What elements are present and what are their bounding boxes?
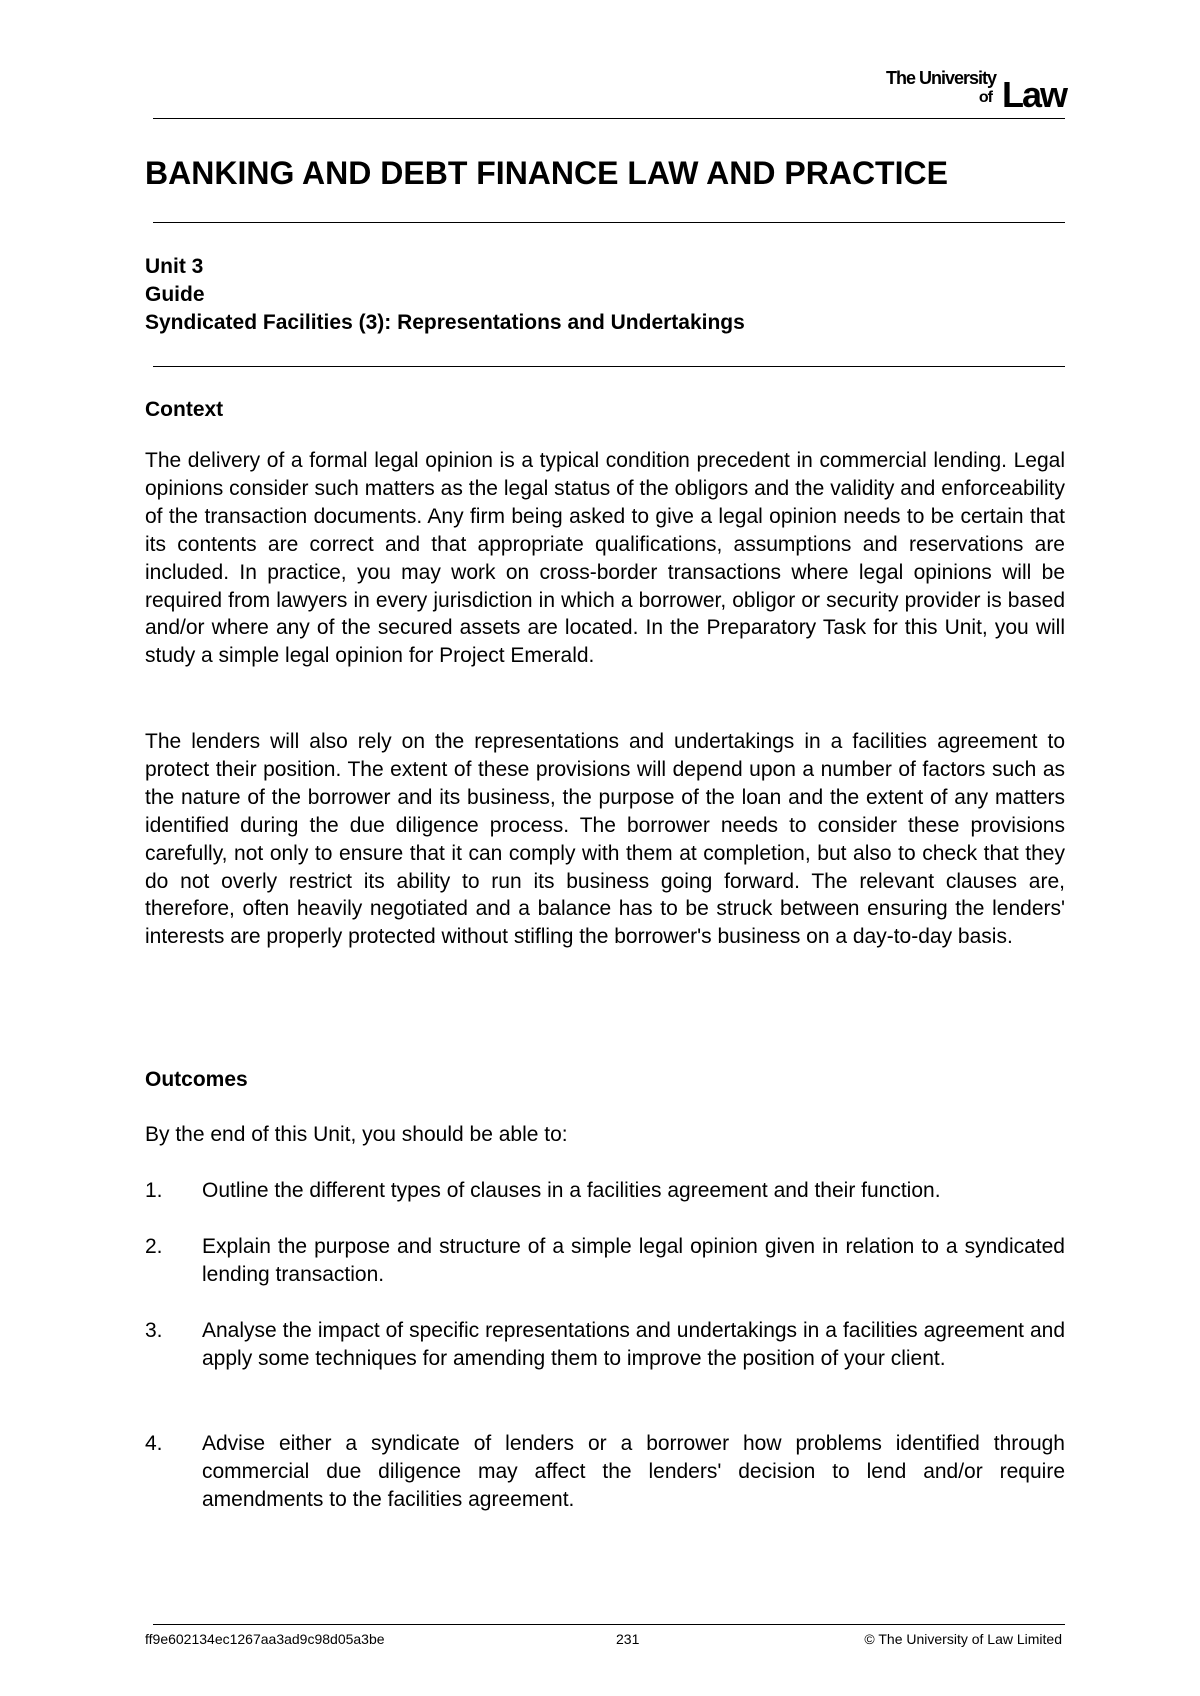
footer-divider	[153, 1624, 1065, 1625]
page-title: BANKING AND DEBT FINANCE LAW AND PRACTICE	[145, 155, 948, 191]
outcome-text: Explain the purpose and structure of a simple legal opinion given in relation to a syndicated lending transaction.	[202, 1235, 1065, 1286]
outcome-item	[145, 1177, 1065, 1205]
unit-divider	[153, 366, 1065, 367]
logo-line-2: of	[978, 89, 992, 106]
outcome-item	[145, 1233, 1065, 1289]
footer-page-number: 231	[616, 1631, 640, 1647]
context-heading: Context	[145, 398, 224, 421]
outcome-text: Outline the different types of clauses in a facilities agreement and their function.	[202, 1179, 941, 1202]
unit-subject: Syndicated Facilities (3): Representations and Undertakings	[145, 311, 745, 334]
outcome-number: 2.	[145, 1235, 163, 1258]
outcome-number: 3.	[145, 1319, 163, 1342]
logo-line-1: The University	[885, 68, 996, 88]
university-logo	[856, 68, 1066, 115]
outcome-item	[145, 1317, 1065, 1373]
outcome-number: 1.	[145, 1179, 163, 1202]
context-paragraph-1: The delivery of a formal legal opinion is a typical condition precedent in commercial lending. Legal opinions consider such matters as the legal status of the obligors and the validity and enforceability of the transaction documents. Any firm being asked to give a legal opinion needs to be certain that its contents are correct and that appropriate qualifications, assumptions and reservations are included. In practice, you may work on cross-border transactions where legal opinions will be required from lawyers in every jurisdiction in which a borrower, obligor or security provider is based and/or where any of the secured assets are located. In the Preparatory Task for this Unit, you will study a simple legal opinion for Project Emerald.	[145, 449, 1065, 668]
unit-info	[145, 253, 745, 337]
logo-line-3: Law	[1001, 74, 1066, 115]
footer-doc-id: ff9e602134ec1267aa3ad9c98d05a3be	[145, 1631, 385, 1647]
footer-copyright: © The University of Law Limited	[864, 1631, 1062, 1647]
header-divider	[153, 118, 1065, 119]
unit-number: Unit 3	[145, 255, 204, 278]
outcome-item	[145, 1430, 1065, 1514]
outcomes-intro: By the end of this Unit, you should be able to:	[145, 1123, 568, 1146]
outcome-text: Analyse the impact of specific representations and undertakings in a facilities agreement and apply some techniques for amending them to improve the position of your client.	[202, 1319, 1065, 1370]
title-divider	[153, 222, 1065, 223]
outcomes-heading: Outcomes	[145, 1068, 248, 1091]
outcome-text: Advise either a syndicate of lenders or a borrower how problems identified through commercial due diligence may affect the lenders' decision to lend and/or require amendments to the facilities agreement.	[202, 1432, 1065, 1511]
unit-type: Guide	[145, 283, 205, 306]
context-paragraph-2: The lenders will also rely on the representations and undertakings in a facilities agreement to protect their position. The extent of these provisions will depend upon a number of factors such as the nature of the borrower and its business, the purpose of the loan and the extent of any matters identified during the due diligence process. The borrower needs to consider these provisions carefully, not only to ensure that it can comply with them at completion, but also to check that they do not overly restrict its ability to run its business going forward. The relevant clauses are, therefore, often heavily negotiated and a balance has to be struck between ensuring the lenders' interests are properly protected without stifling the borrower's business on a day-to-day basis.	[145, 730, 1065, 949]
outcome-number: 4.	[145, 1432, 163, 1455]
